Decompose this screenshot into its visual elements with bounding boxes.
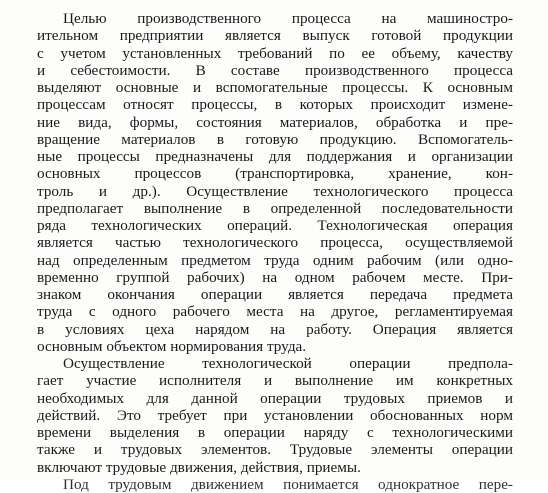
text-line: над определенным предметом труда одним рабочим (или одно- <box>37 251 513 269</box>
text-line: ние вида, формы, состояния материалов, обработка и пре- <box>37 113 513 131</box>
text-line: является частью технологического процесса, осуществляемой <box>37 234 513 252</box>
text-line: в условиях цеха нарядом на работу. Операция является <box>37 320 513 338</box>
text-line: и себестоимости. В составе производственного процесса <box>37 61 513 79</box>
text-line: ряда технологических операций. Технологическая операция <box>37 217 513 234</box>
text-line: труда с одного рабочего места на другое, регламентируемая <box>37 303 513 321</box>
text-line: времени выделения в операции наряду с технологическими <box>37 424 513 441</box>
text-line: основным объектом нормирования труда. <box>37 337 307 355</box>
text-line: гает участие исполнителя и выполнение им конкретных <box>37 372 513 390</box>
text-line: также и трудовых элементов. Трудовые элементы операции <box>37 441 513 459</box>
text-line: процессам относят процессы, в которых происходит измене- <box>37 96 513 114</box>
text-line: основных процессов (транспортировка, хранение, кон- <box>37 165 513 183</box>
text-line: с учетом установленных требований по ее объему, качеству <box>37 44 513 62</box>
text-line: включают трудовые движения, действия, приемы. <box>37 458 361 476</box>
text-line: Осуществление технологической операции предпола- <box>63 355 513 372</box>
document-text <box>37 10 513 493</box>
text-line: знаком окончания операции является передача предмета <box>37 286 513 303</box>
paragraph <box>37 10 513 355</box>
text-line: Целью производственного процесса на машиностро- <box>63 10 513 27</box>
text-line: ные процессы предназначены для поддержания и организации <box>37 148 513 165</box>
text-line: ительном предприятии является выпуск готовой продукции <box>37 27 513 45</box>
text-line: временно группой рабочих) на одном рабочем месте. При- <box>37 268 513 286</box>
text-line: троль и др.). Осуществление технологического процесса <box>37 182 513 200</box>
text-line: необходимых для данной операции трудовых приемов и <box>37 389 513 407</box>
text-line: Под трудовым движением понимается однократное пере- <box>63 475 513 493</box>
paragraph <box>37 355 513 476</box>
text-line: предполагает выполнение в определенной последовательности <box>37 199 513 217</box>
text-line: вращение материалов в готовую продукцию. Вспомогатель- <box>37 130 513 148</box>
paragraph <box>37 475 513 493</box>
text-line: действий. Это требует при установлении обоснованных норм <box>37 406 513 424</box>
text-line: выделяют основные и вспомогательные процессы. К основным <box>37 79 513 96</box>
